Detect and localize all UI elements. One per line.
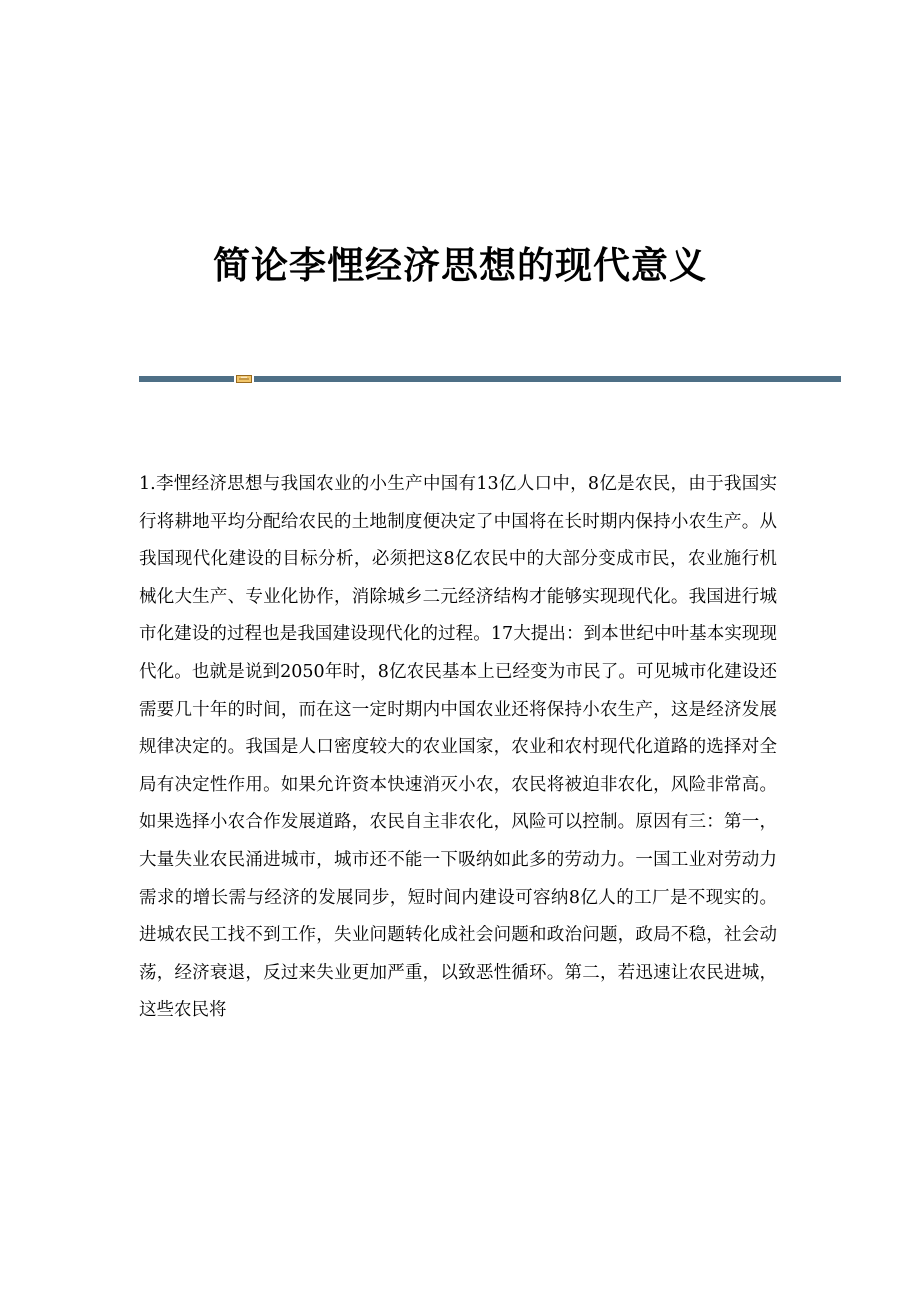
divider-bar-right bbox=[254, 376, 841, 382]
document-title: 简论李悝经济思想的现代意义 bbox=[213, 242, 707, 287]
divider-bar-left bbox=[139, 376, 234, 382]
title-divider bbox=[139, 375, 841, 383]
divider-ornament-icon bbox=[236, 375, 252, 383]
body-paragraph: 1.李悝经济思想与我国农业的小生产中国有13亿人口中，8亿是农民，由于我国实行将耕地平均分配给农民的土地制度便决定了中国将在长时期内保持小农生产。从我国现代化建设的目标分析，必须把这8亿农民中的大部分变成市民，农业施行机械化大生产、专业化协作，消除城乡二元经济结构才能够实现现代化。我国进行城市化建设的过程也是我国建设现代化的过程。17大提出：到本世纪中叶基本实现现代化。也就是说到2050年时，8亿农民基本上已经变为市民了。可见城市化建设还需要几十年的时间，而在这一定时期内中国农业还将保持小农生产，这是经济发展规律决定的。我国是人口密度较大的农业国家，农业和农村现代化道路的选择对全局有决定性作用。如果允许资本快速消灭小农，农民将被迫非农化，风险非常高。如果选择小农合作发展道路，农民自主非农化，风险可以控制。原因有三：第一，大量失业农民涌进城市，城市还不能一下吸纳如此多的劳动力。一国工业对劳动力需求的增长需与经济的发展同步，短时间内建设可容纳8亿人的工厂是不现实的。进城农民工找不到工作，失业问题转化成社会问题和政治问题，政局不稳，社会动荡，经济衰退，反过来失业更加严重，以致恶性循环。第二，若迅速让农民进城，这些农民将 bbox=[139, 474, 777, 1021]
